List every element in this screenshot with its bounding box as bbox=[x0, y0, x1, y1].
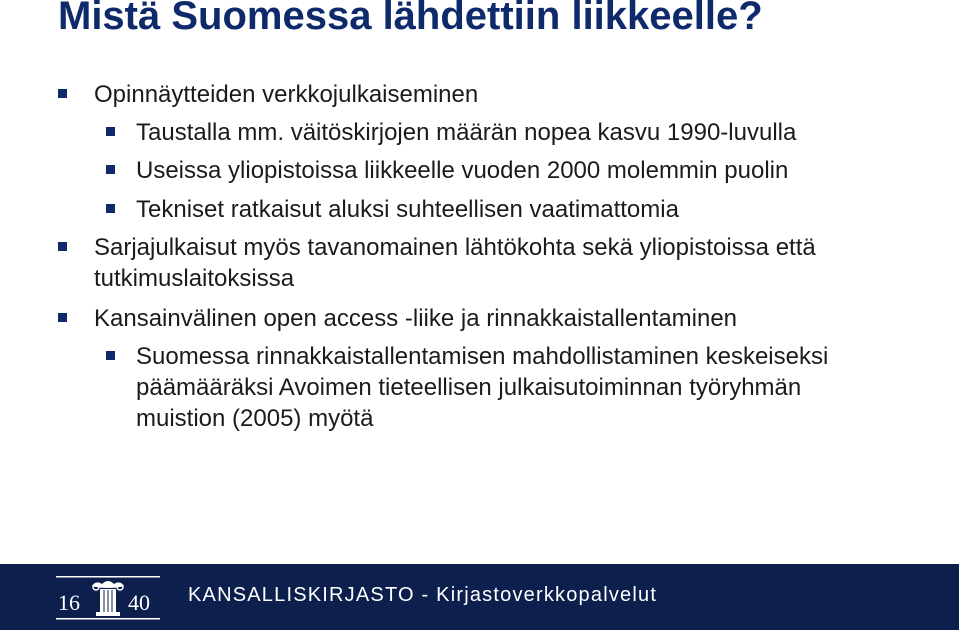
bullet-text: Opinnäytteiden verkkojulkaiseminen bbox=[94, 81, 479, 108]
footer-bar bbox=[0, 564, 959, 630]
bullet-text: Sarjajulkaisut myös tavanomainen lähtökohta sekä yliopistoissa että tutkimuslaitoksissa bbox=[94, 234, 816, 292]
square-bullet-icon bbox=[106, 351, 115, 360]
square-bullet-icon bbox=[106, 127, 115, 136]
bullet-item bbox=[94, 303, 894, 334]
bullet-item bbox=[136, 117, 936, 148]
bullet-text: Kansainvälinen open access -liike ja rinnakkaistallentaminen bbox=[94, 305, 738, 332]
square-bullet-icon bbox=[58, 89, 67, 98]
square-bullet-icon bbox=[58, 242, 67, 251]
bullet-item bbox=[136, 155, 936, 186]
bullet-item bbox=[136, 194, 936, 225]
logo-year-left: 16 bbox=[58, 590, 80, 615]
bullet-item bbox=[136, 341, 896, 434]
square-bullet-icon bbox=[106, 165, 115, 174]
square-bullet-icon bbox=[106, 204, 115, 213]
bullet-text: Useissa yliopistoissa liikkeelle vuoden 2000 molemmin puolin bbox=[136, 157, 789, 184]
bullet-text: Tekniset ratkaisut aluksi suhteellisen vaatimattomia bbox=[136, 196, 679, 223]
kansalliskirjasto-logo-icon bbox=[56, 574, 160, 622]
logo-year-right: 40 bbox=[128, 590, 150, 615]
footer-label: KANSALLISKIRJASTO - Kirjastoverkkopalvelut bbox=[188, 584, 658, 606]
bullet-item bbox=[94, 232, 909, 294]
slide-title: Mistä Suomessa lähdettiin liikkeelle? bbox=[58, 0, 763, 38]
bullet-text: Taustalla mm. väitöskirjojen määrän nopea kasvu 1990-luvulla bbox=[136, 119, 797, 146]
bullet-text: Suomessa rinnakkaistallentamisen mahdollistaminen keskeiseksi päämääräksi Avoimen tieteellisen julkaisutoiminnan työryhmän muistion (2005) myötä bbox=[136, 343, 829, 432]
bullet-item bbox=[94, 79, 894, 110]
square-bullet-icon bbox=[58, 313, 67, 322]
